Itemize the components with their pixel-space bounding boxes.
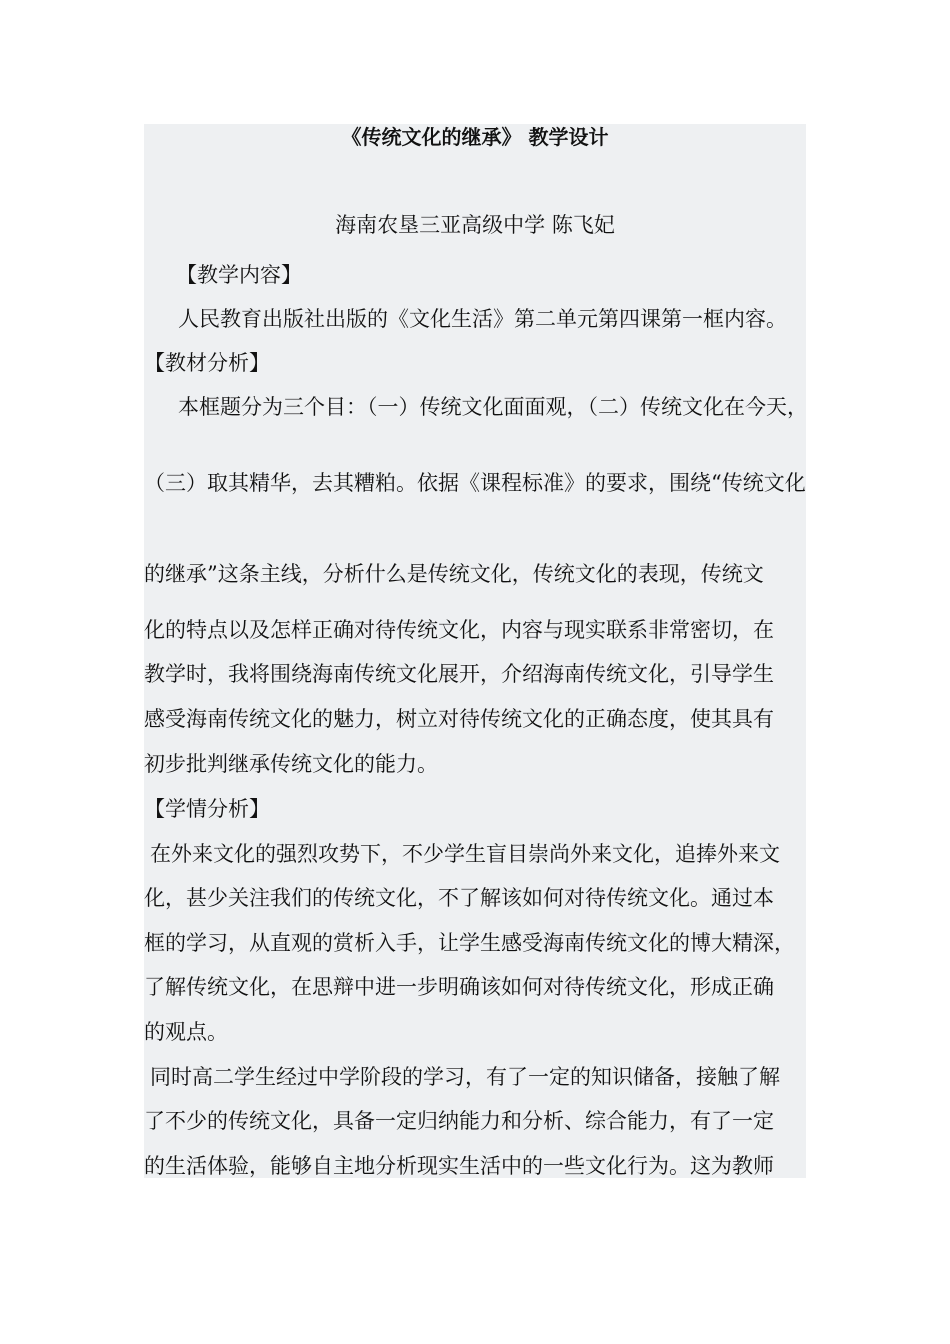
document-title: 《传统文化的继承》 教学设计	[341, 125, 609, 149]
paragraph-line: 本框题分为三个目：（一）传统文化面面观，（二）传统文化在今天，	[178, 395, 808, 419]
paragraph-line: 在外来文化的强烈攻势下，不少学生盲目崇尚外来文化，追捧外来文	[150, 842, 780, 866]
paragraph-line: 同时高二学生经过中学阶段的学习，有了一定的知识储备，接触了解	[150, 1065, 780, 1089]
paragraph-line: 的继承”这条主线，分析什么是传统文化，传统文化的表现，传统文	[144, 562, 764, 586]
section-heading-material: 【教材分析】	[144, 351, 270, 375]
paragraph-line: 初步批判继承传统文化的能力。	[144, 752, 438, 776]
paragraph-line: 感受海南传统文化的魅力，树立对待传统文化的正确态度，使其具有	[144, 707, 774, 731]
section-heading-content: 【教学内容】	[176, 263, 302, 287]
section-heading-students: 【学情分析】	[144, 797, 270, 821]
paragraph-line: 的生活体验，能够自主地分析现实生活中的一些文化行为。这为教师	[144, 1154, 774, 1178]
paragraph-line: 人民教育出版社出版的《文化生活》第二单元第四课第一框内容。	[178, 307, 787, 331]
author-line: 海南农垦三亚高级中学 陈飞妃	[335, 213, 615, 237]
paragraph-line: 化的特点以及怎样正确对待传统文化，内容与现实联系非常密切，在	[144, 618, 774, 642]
paragraph-line: 了不少的传统文化，具备一定归纳能力和分析、综合能力，有了一定	[144, 1109, 774, 1133]
paragraph-line: 的观点。	[144, 1020, 228, 1044]
paragraph-line: 了解传统文化，在思辩中进一步明确该如何对待传统文化，形成正确	[144, 975, 774, 999]
paragraph-line: （三）取其精华，去其糟粕。依据《课程标准》的要求，围绕“传统文化	[144, 471, 806, 495]
paragraph-line: 教学时，我将围绕海南传统文化展开，介绍海南传统文化，引导学生	[144, 662, 774, 686]
paragraph-line: 化，甚少关注我们的传统文化，不了解该如何对待传统文化。通过本	[144, 886, 774, 910]
paragraph-line: 框的学习，从直观的赏析入手，让学生感受海南传统文化的博大精深，	[144, 931, 795, 955]
